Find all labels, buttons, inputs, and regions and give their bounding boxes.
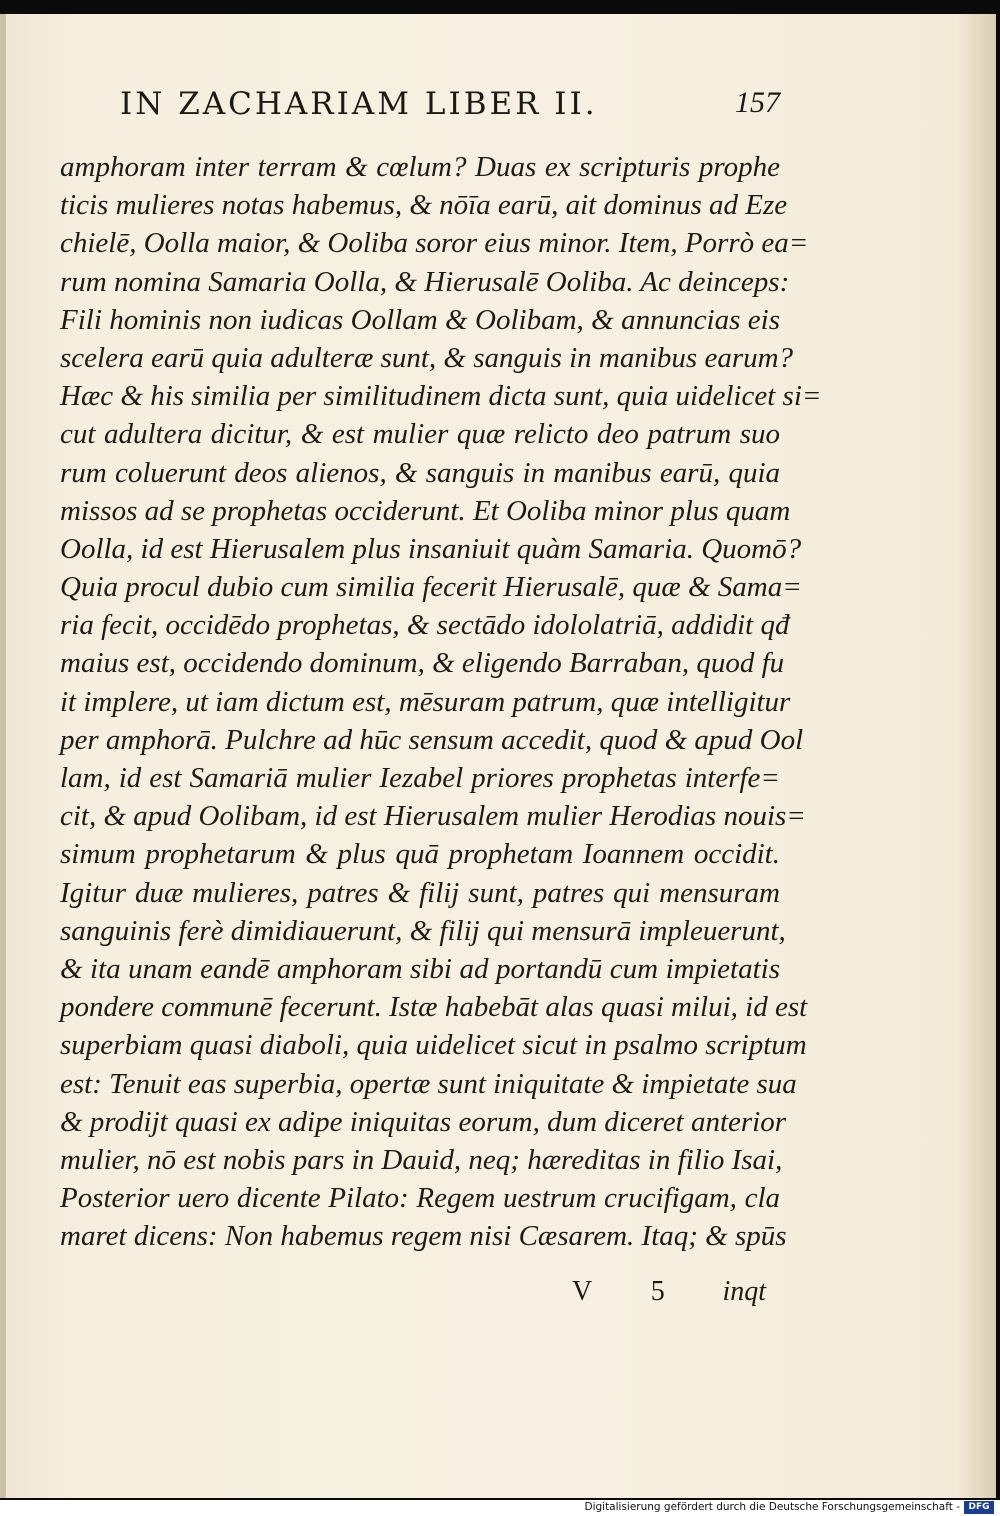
text-line: maius est, occidendo dominum, & eligendo Barraban, quod fu — [60, 647, 785, 680]
dfg-logo[interactable]: DFG — [964, 1501, 994, 1514]
page-number: 157 — [735, 86, 780, 119]
text-line: pondere communē fecerunt. Istæ habebāt alas quasi milui, id est — [60, 991, 808, 1024]
text-line: amphoram inter terram & cœlum? Duas ex scripturis prophe — [60, 151, 780, 183]
text-line: ticis mulieres notas habemus, & nōīa earū, ait dominus ad Eze — [60, 189, 788, 222]
text-line: Quia procul dubio cum similia fecerit Hierusalē, quæ & Sama= — [60, 571, 802, 604]
text-line: ria fecit, occidēdo prophetas, & sectādo idololatriā, addidit qđ — [60, 609, 790, 642]
page-header — [120, 86, 780, 136]
catchword: inqt — [722, 1276, 766, 1307]
running-title: IN ZACHARIAM LIBER II. — [120, 86, 598, 122]
text-line: rum coluerunt deos alienos, & sanguis in manibus earū, quia — [60, 456, 780, 489]
text-line: Posterior uero dicente Pilato: Regem uestrum crucifigam, cla — [60, 1182, 780, 1215]
text-line: est: Tenuit eas superbia, opertæ sunt iniquitate & impietate sua — [60, 1067, 797, 1100]
text-line: missos ad se prophetas occiderunt. Et Ooliba minor plus quam — [60, 494, 791, 527]
funding-note: Digitalisierung gefördert durch die Deutsche Forschungsgemeinschaft - — [584, 1501, 960, 1513]
text-line: Igitur duæ mulieres, patres & filij sunt, patres qui mensuram — [60, 876, 780, 909]
text-line: lam, id est Samariā mulier Iezabel priores prophetas interfe= — [60, 762, 780, 794]
text-line: & prodijt quasi ex adipe iniquitas eorum, dum diceret anterior — [60, 1105, 787, 1138]
text-line: Fili hominis non iudicas Oollam & Oolibam, & annuncias eis — [60, 303, 780, 336]
text-line: mulier, nō est nobis pars in Dauid, neq; hæreditas in filio Isai, — [60, 1143, 783, 1176]
text-line: rum nomina Samaria Oolla, & Hierusalē Ooliba. Ac deinceps: — [60, 265, 790, 298]
text-line: maret dicens: Non habemus regem nisi Cæsarem. Itaq; & spūs — [60, 1220, 787, 1253]
text-line: chielē, Oolla maior, & Ooliba soror eius minor. Item, Porrò ea= — [60, 227, 809, 260]
book-page — [0, 14, 996, 1498]
text-line: it implere, ut iam dictum est, mēsuram patrum, quæ intelligitur — [60, 685, 791, 718]
text-line: Hæc & his similia per similitudinem dicta sunt, quia uidelicet si= — [60, 380, 822, 413]
text-line: cut adultera dicitur, & est mulier quæ relicto deo patrum suo — [60, 418, 780, 451]
text-line: scelera earū quia adulteræ sunt, & sanguis in manibus earum? — [60, 341, 794, 374]
signature-mark: V 5 — [572, 1276, 691, 1307]
page-foot — [560, 1276, 772, 1316]
digitization-footer — [0, 1500, 1000, 1516]
text-line: per amphorā. Pulchre ad hūc sensum accedit, quod & apud Ool — [60, 723, 804, 756]
body-text — [60, 148, 822, 1255]
text-line: cit, & apud Oolibam, id est Hierusalem mulier Herodias nouis= — [60, 800, 806, 833]
text-line: Oolla, id est Hierusalem plus insaniuit quàm Samaria. Quomō? — [60, 532, 802, 565]
text-line: superbiam quasi diaboli, quia uidelicet sicut in psalmo scriptum — [60, 1029, 807, 1062]
text-line: & ita unam eandē amphoram sibi ad portandū cum impietatis — [60, 952, 780, 985]
text-line: simum prophetarum & plus quā prophetam Ioannem occidit. — [60, 838, 780, 871]
page-gutter — [0, 14, 6, 1498]
text-line: sanguinis ferè dimidiauerunt, & filij qui mensurā impleuerunt, — [60, 914, 786, 947]
